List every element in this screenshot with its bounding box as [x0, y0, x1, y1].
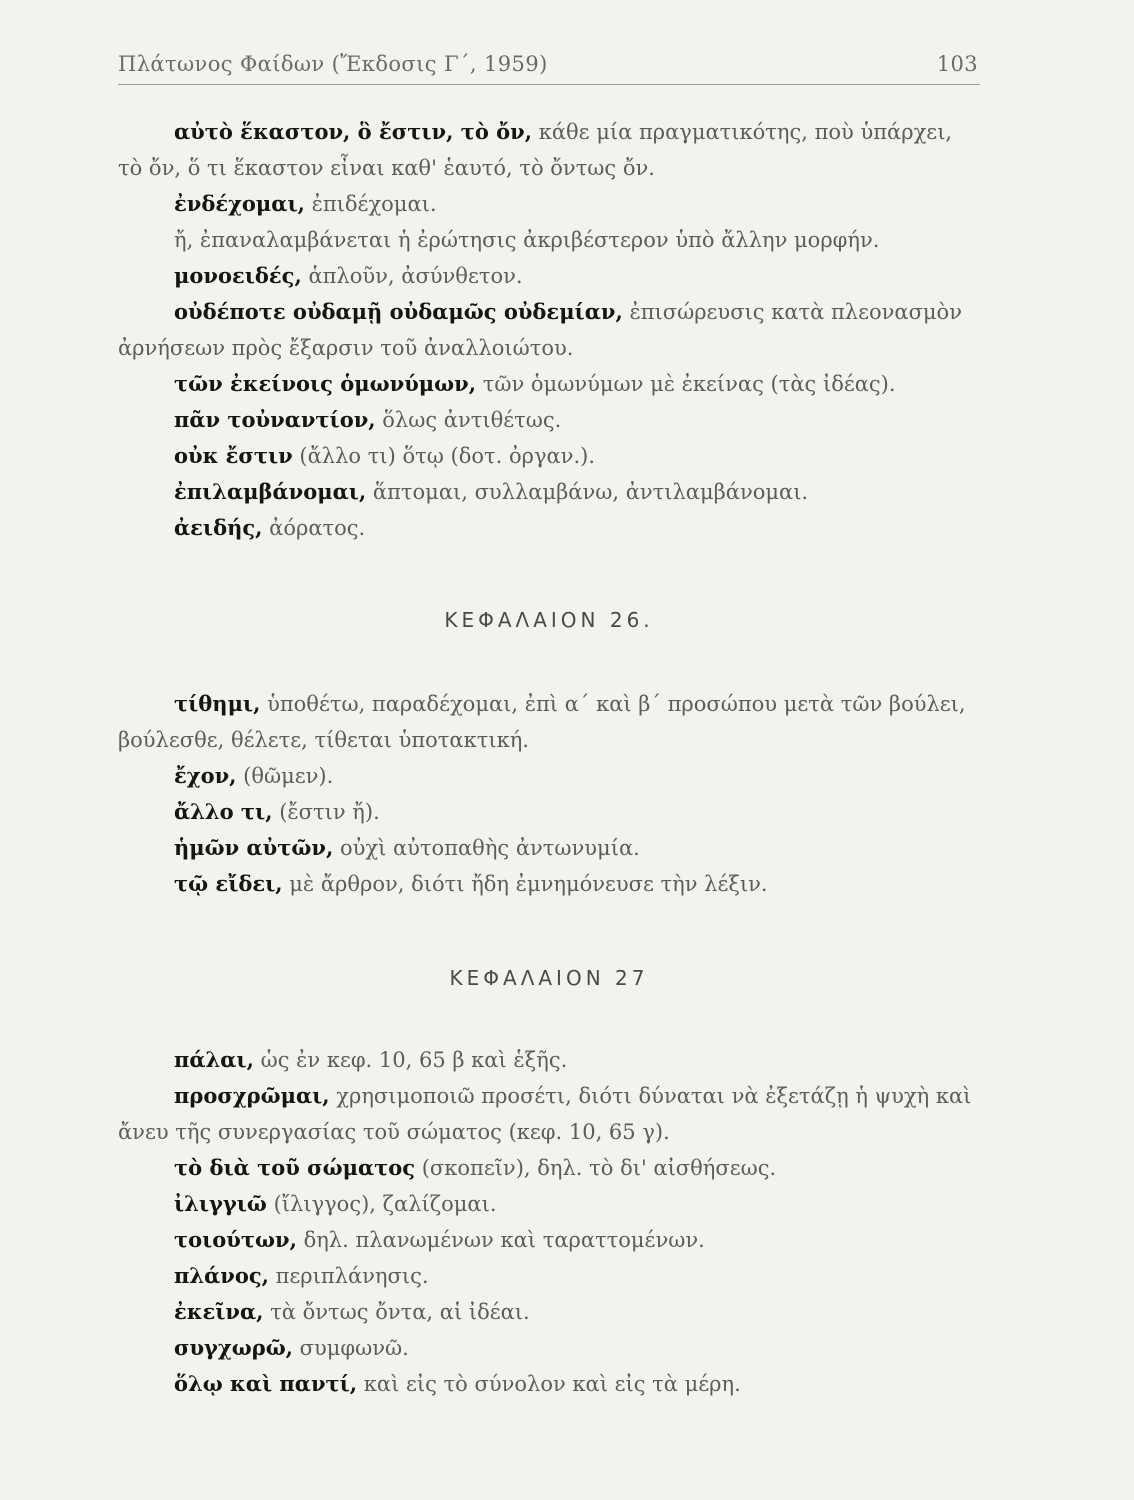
page-number: 103 [936, 52, 978, 76]
entry-lemma: ἰλιγγιῶ [174, 1191, 267, 1216]
entry-lemma: μονοειδές, [174, 263, 302, 288]
entry-gloss: περιπλάνησις. [268, 1264, 429, 1288]
glossary-entry [118, 366, 980, 402]
entry-gloss: δηλ. πλανωμένων καὶ ταραττομένων. [296, 1228, 705, 1252]
entry-gloss: (σκοπεῖν), δηλ. τὸ δι' αἰσθήσεως. [415, 1156, 777, 1180]
glossary-entry [118, 1042, 980, 1078]
entry-gloss: ὡς ἐν κεφ. 10, 65 β καὶ ἑξῆς. [253, 1048, 568, 1072]
glossary-entry [118, 222, 980, 258]
entry-gloss: (ἴλιγγος), ζαλίζομαι. [266, 1192, 497, 1216]
entry-gloss: ὅλως ἀντιθέτως. [375, 408, 562, 432]
glossary-entry [118, 1150, 980, 1186]
glossary-entry [118, 1294, 980, 1330]
entry-lemma: πάλαι, [174, 1047, 254, 1072]
glossary-entry [118, 1078, 980, 1150]
entry-lemma: τῶν ἐκείνοις ὁμωνύμων, [174, 371, 477, 396]
glossary-entry [118, 510, 980, 546]
entry-gloss: ἁπλοῦν, ἀσύνθετον. [301, 264, 523, 288]
entry-lemma: τῷ εἴδει, [174, 871, 283, 896]
glossary-entry [118, 474, 980, 510]
entry-gloss: (ἄλλο τι) ὅτῳ (δοτ. ὀργαν.). [292, 444, 595, 468]
glossary-entry [118, 1330, 980, 1366]
entry-gloss: ἐπισώρευσις κατὰ πλεονασμὸν ἀρνήσεων πρὸς ἔξαρσιν τοῦ ἀναλλοιώτου. [118, 300, 962, 360]
running-head-title: Πλάτωνος Φαίδων (Ἔκδοσις Γ΄, 1959) [118, 52, 548, 76]
entry-lemma: ἐκεῖνα, [174, 1299, 264, 1324]
entry-gloss: (ἔστιν ἤ). [272, 800, 380, 824]
glossary-entry [118, 686, 980, 758]
entry-gloss: ὑποθέτω, παραδέχομαι, ἐπὶ α΄ καὶ β΄ προσώπου μετὰ τῶν βούλει, βούλεσθε, θέλετε, τίθεται ὑποτακτική. [118, 692, 966, 752]
entry-gloss: χρησιμοποιῶ προσέτι, διότι δύναται νὰ ἐξετάζῃ ἡ ψυχὴ καὶ ἄνευ τῆς συνεργασίας τοῦ σώματος (κεφ. 10, 65 γ). [118, 1084, 972, 1144]
glossary-entry [118, 830, 980, 866]
entry-lemma: προσχρῶμαι, [174, 1083, 330, 1108]
entry-lemma: οὐκ ἔστιν [174, 443, 293, 468]
entry-gloss: ἅπτομαι, συλλαμβάνω, ἀντιλαμβάνομαι. [366, 480, 809, 504]
glossary-entry [118, 114, 980, 186]
glossary-entry [118, 402, 980, 438]
entry-lemma: αὐτὸ ἕκαστον, ὃ ἔστιν, τὸ ὄν, [174, 119, 533, 144]
chapter-heading-26: ΚΕΦΑΛΑΙΟΝ 26. [444, 608, 654, 632]
running-head [118, 52, 978, 76]
entry-lemma: ἄλλο τι, [174, 799, 273, 824]
glossary-section-3 [118, 1042, 980, 1402]
entry-gloss: κάθε μία πραγματικότης, ποὺ ὑπάρχει, τὸ ὄν, ὅ τι ἕκαστον εἶναι καθ' ἑαυτό, τὸ ὄντως ὄν. [118, 120, 953, 180]
entry-gloss: οὐχὶ αὐτοπαθὴς ἀντωνυμία. [333, 836, 640, 860]
glossary-entry [118, 1258, 980, 1294]
entry-lemma: ἔχον, [174, 763, 237, 788]
entry-lemma: τὸ διὰ τοῦ σώματος [174, 1155, 416, 1180]
entry-lemma: οὐδέποτε οὐδαμῇ οὐδαμῶς οὐδεμίαν, [174, 299, 623, 324]
entry-lemma: ἐνδέχομαι, [174, 191, 305, 216]
entry-gloss: μὲ ἄρθρον, διότι ἤδη ἐμνημόνευσε τὴν λέξιν. [282, 872, 768, 896]
entry-lemma: πᾶν τοὐναντίον, [174, 407, 376, 432]
entry-lemma: πλάνος, [174, 1263, 269, 1288]
entry-lemma: τίθημι, [174, 691, 261, 716]
glossary-entry [118, 258, 980, 294]
entry-gloss: συμφωνῶ. [293, 1336, 409, 1360]
entry-lemma: τοιούτων, [174, 1227, 297, 1252]
header-rule [118, 84, 980, 85]
glossary-entry [118, 438, 980, 474]
entry-gloss: ἤ, ἐπαναλαμβάνεται ἡ ἐρώτησις ἀκριβέστερον ὑπὸ ἄλλην μορφήν. [174, 228, 880, 252]
glossary-entry [118, 186, 980, 222]
entry-lemma: ὅλῳ καὶ παντί, [174, 1371, 358, 1396]
glossary-entry [118, 1366, 980, 1402]
glossary-entry [118, 794, 980, 830]
entry-gloss: (θῶμεν). [236, 764, 334, 788]
entry-gloss: ἀόρατος. [262, 516, 366, 540]
entry-gloss: ἐπιδέχομαι. [304, 192, 437, 216]
entry-lemma: ἀειδής, [174, 515, 263, 540]
entry-lemma: ἡμῶν αὐτῶν, [174, 835, 334, 860]
glossary-entry [118, 1186, 980, 1222]
glossary-section-1 [118, 114, 980, 546]
chapter-heading-27: ΚΕΦΑΛΑΙΟΝ 27 [449, 966, 649, 990]
glossary-section-2 [118, 686, 980, 902]
glossary-entry [118, 1222, 980, 1258]
entry-gloss: τὰ ὄντως ὄντα, αἱ ἰδέαι. [263, 1300, 530, 1324]
glossary-entry [118, 294, 980, 366]
entry-lemma: ἐπιλαμβάνομαι, [174, 479, 367, 504]
entry-gloss: τῶν ὁμωνύμων μὲ ἐκείνας (τὰς ἰδέας). [476, 372, 896, 396]
glossary-entry [118, 866, 980, 902]
entry-lemma: συγχωρῶ, [174, 1335, 293, 1360]
entry-gloss: καὶ εἰς τὸ σύνολον καὶ εἰς τὰ μέρη. [357, 1372, 741, 1396]
glossary-entry [118, 758, 980, 794]
